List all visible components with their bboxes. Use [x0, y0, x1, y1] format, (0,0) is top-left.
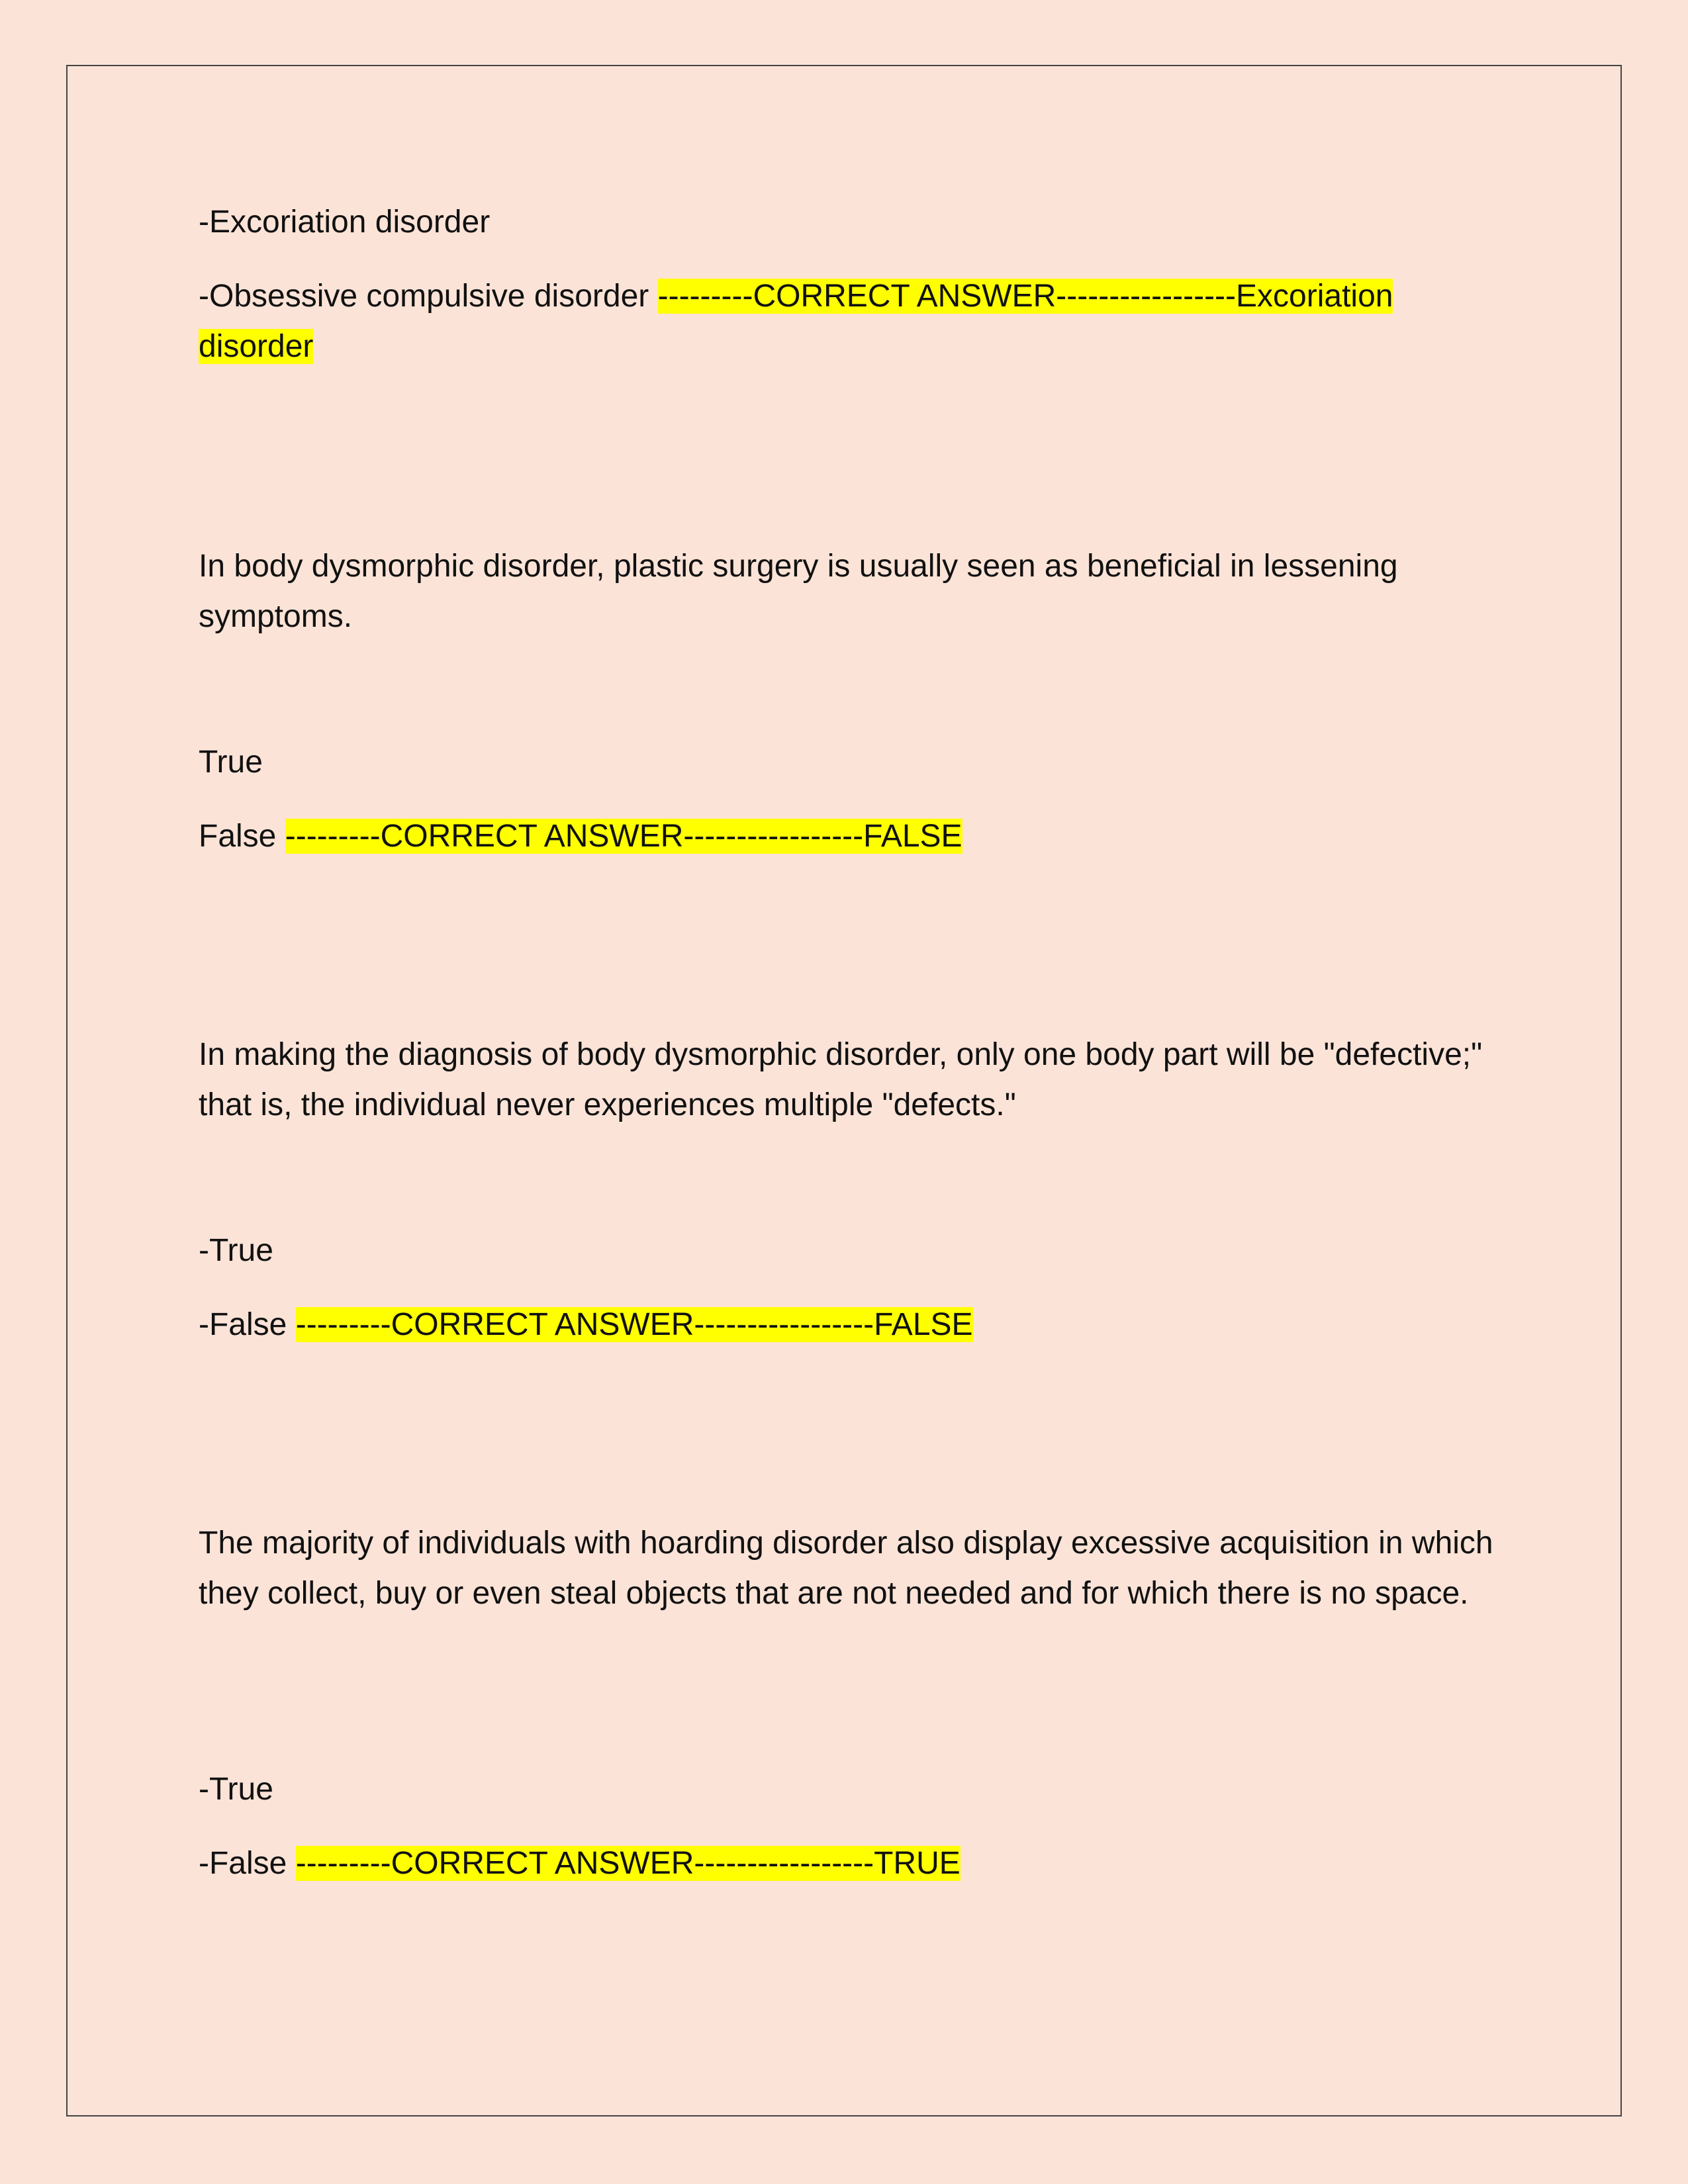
q1-option-b-with-answer: [199, 271, 1496, 372]
q3-question: In making the diagnosis of body dysmorphic disorder, only one body part will be "defective;" that is, the individual never experiences multiple "defects.": [199, 1037, 1483, 1122]
q2-option-b-with-answer: [199, 811, 962, 862]
q4-correct-answer: ---------CORRECT ANSWER-----------------TRUE: [295, 1846, 961, 1881]
q3-correct-answer: ---------CORRECT ANSWER-----------------FALSE: [295, 1307, 973, 1342]
q2-question: In body dysmorphic disorder, plastic surgery is usually seen as beneficial in lessening symptoms.: [199, 549, 1398, 634]
q4-option-a: -True: [199, 1772, 273, 1807]
q4-option-b: -False: [199, 1846, 287, 1881]
q1-correct-answer: ---------CORRECT ANSWER-----------------Excoriation disorder: [199, 279, 1393, 364]
q4-option-b-with-answer: [199, 1839, 961, 1889]
q3-option-a: -True: [199, 1233, 273, 1268]
q3-option-b-with-answer: [199, 1300, 973, 1350]
q2-correct-answer: ---------CORRECT ANSWER-----------------FALSE: [285, 819, 962, 854]
q2-option-b: False: [199, 819, 277, 854]
q1-option-a: -Excoriation disorder: [199, 205, 491, 240]
q2-option-a: True: [199, 745, 263, 780]
q4-question: The majority of individuals with hoarding disorder also display excessive acquisition in which they collect, buy or even steal objects that are not needed and for which there is no space.: [199, 1525, 1493, 1611]
q1-option-b: -Obsessive compulsive disorder: [199, 279, 649, 314]
q3-option-b: -False: [199, 1307, 287, 1342]
